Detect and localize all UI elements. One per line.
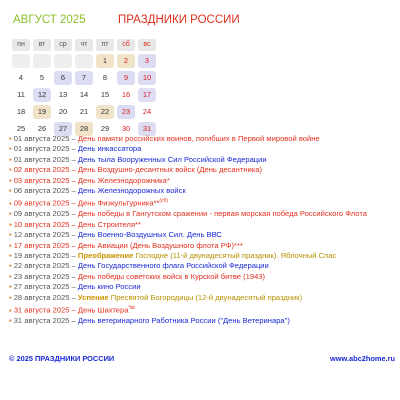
holiday-name[interactable]: День Железнодорожника* [77,175,170,185]
calendar-day[interactable]: 3 [138,54,156,68]
separator: – [69,240,78,250]
holiday-item [9,316,393,326]
bullet-icon: ▪ [9,240,12,250]
holiday-date: 10 августа 2025 [13,219,70,229]
weekday-header: чт [75,39,93,51]
bullet-icon: ▪ [9,198,12,208]
bullet-icon: ▪ [9,230,12,240]
holiday-name[interactable]: День Строителя** [77,219,141,229]
calendar-day[interactable]: 13 [58,90,68,99]
bullet-icon: ▪ [9,165,12,175]
holiday-name-bold[interactable]: Преображение [77,251,134,260]
bullet-icon: ▪ [9,282,12,292]
calendar-day[interactable]: 10 [138,71,156,85]
holiday-item [9,196,393,209]
holiday-item [9,134,393,144]
holiday-footnote: (сб) [159,198,169,205]
calendar-day[interactable]: 19 [33,105,51,119]
holiday-footnote: *вс [128,305,136,312]
calendar-empty-cell [12,54,30,68]
separator: – [69,134,78,143]
holiday-name[interactable]: День победы советских войск в Курской битве (1943) [77,271,266,281]
holiday-item [9,293,393,303]
separator: – [69,251,78,260]
holiday-date: 01 августа 2025 [13,134,70,143]
holiday-name[interactable]: День Государственного флага Российской Федерации [77,261,269,271]
holiday-date: 17 августа 2025 [13,240,70,250]
weekday-header: вс [138,39,156,51]
footer-site-link[interactable]: www.abc2home.ru [329,354,395,363]
calendar-day[interactable]: 25 [16,124,26,133]
separator: – [69,144,78,154]
calendar-day[interactable]: 30 [121,124,131,133]
holiday-name[interactable]: День Шахтера [77,305,129,315]
weekday-header: сб [117,39,135,51]
separator: – [69,305,78,315]
holiday-name-rest: Пресвятой Богородицы (12-й двунадесятый праздник) [108,292,303,302]
calendar-day[interactable]: 23 [117,105,135,119]
calendar-day[interactable]: 18 [16,107,26,116]
holiday-item [9,144,393,154]
holiday-date: 23 августа 2025 [13,271,70,281]
bullet-icon: ▪ [9,144,12,154]
page-title: ПРАЗДНИКИ РОССИИ [118,14,240,26]
holiday-date: 31 августа 2025 [13,315,70,325]
calendar-day[interactable]: 24 [142,107,152,116]
calendar-empty-cell [75,54,93,68]
month-heading: АВГУСТ 2025 [13,14,86,26]
holiday-date: 31 августа 2025 [13,305,70,315]
calendar-day[interactable]: 15 [100,90,110,99]
calendar-day[interactable]: 29 [100,124,110,133]
separator: – [69,165,78,175]
bullet-icon: ▪ [9,251,12,260]
bullet-icon: ▪ [9,315,12,325]
holiday-item [9,209,393,219]
holiday-name[interactable]: День Авиации (День Воздушного флота РФ)*** [77,240,243,250]
calendar-day[interactable]: 11 [17,90,25,99]
holiday-name[interactable]: День победы в Гангутском сражении - первая морская победа Российского Флота [77,209,367,219]
calendar-day[interactable]: 2 [117,54,135,68]
holiday-item [9,220,393,230]
separator: – [69,154,78,164]
calendar-day[interactable]: 20 [58,107,68,116]
events-list [9,134,393,326]
calendar-day[interactable]: 6 [54,71,72,85]
calendar-empty-cell [33,54,51,68]
holiday-name[interactable]: День Военно-Воздушных Сил. День ВВС [77,230,222,240]
separator: – [69,271,78,281]
bullet-icon: ▪ [9,186,12,196]
holiday-date: 03 августа 2025 [13,175,70,185]
weekday-header: ср [54,39,72,51]
calendar-day[interactable]: 31 [138,122,156,136]
separator: – [69,186,78,196]
calendar-day[interactable]: 1 [96,54,114,68]
holiday-name[interactable]: День Железнодорожных войск [77,186,186,196]
calendar-day[interactable]: 16 [121,90,131,99]
separator: – [69,315,78,325]
bullet-icon: ▪ [9,209,12,219]
separator: – [69,261,78,271]
bullet-icon: ▪ [9,305,12,315]
holiday-name[interactable]: День инкассатора [77,144,142,154]
bullet-icon: ▪ [9,154,12,164]
weekday-header: вт [33,39,51,51]
calendar-empty-cell [54,54,72,68]
holiday-date: 27 августа 2025 [13,282,70,292]
calendar-day[interactable]: 27 [54,122,72,136]
separator: – [69,282,78,292]
holiday-date: 09 августа 2025 [13,198,70,208]
bullet-icon: ▪ [9,219,12,229]
calendar-day[interactable]: 9 [117,71,135,85]
bullet-icon: ▪ [9,261,12,271]
holiday-item [9,272,393,282]
bullet-icon: ▪ [9,175,12,185]
holiday-name[interactable]: День Воздушно-десантных войск (День десантника) [77,165,263,175]
separator: – [69,198,78,208]
holiday-date: 12 августа 2025 [13,230,70,240]
holiday-item [9,155,393,165]
holiday-date: 02 августа 2025 [13,165,70,175]
separator: – [69,230,78,240]
holiday-name-rest: Господне (11-й двунадесятый праздник). Яблочный Спас [133,251,337,260]
calendar-day[interactable]: 12 [33,88,51,102]
calendar-day[interactable]: 28 [75,122,93,136]
calendar-day[interactable]: 26 [37,124,47,133]
holiday-item [9,282,393,292]
holiday-item [9,165,393,175]
holiday-item [9,241,393,251]
holiday-date: 28 августа 2025 [13,292,70,302]
holiday-item [9,261,393,271]
holiday-name[interactable]: День кино России [77,282,141,292]
calendar-day[interactable]: 4 [18,73,24,82]
calendar-day[interactable]: 14 [79,90,89,99]
calendar-day[interactable]: 21 [79,107,89,116]
weekday-header: пт [96,39,114,51]
bullet-icon: ▪ [9,134,12,143]
footer-copyright: © 2025 ПРАЗДНИКИ РОССИИ [9,354,115,363]
footer [9,354,395,363]
holiday-date: 22 августа 2025 [13,261,70,271]
holiday-name[interactable]: День Физкультурника** [77,198,160,208]
calendar-day[interactable]: 8 [102,73,108,82]
holiday-date: 09 августа 2025 [13,209,70,219]
holiday-name[interactable]: День тыла Вооруженных Сил Российской Федерации [77,154,267,164]
holiday-date: 19 августа 2025 [13,251,70,260]
holiday-item [9,303,393,316]
holiday-name-bold[interactable]: Успение [77,292,109,302]
holiday-date: 01 августа 2025 [13,144,70,154]
calendar-day[interactable]: 7 [75,71,93,85]
separator: – [69,292,78,302]
holiday-item [9,230,393,240]
holiday-item [9,176,393,186]
weekday-header: пн [12,39,30,51]
separator: – [69,219,78,229]
holiday-name[interactable]: День ветеринарного Работника России ("День Ветеринара") [77,315,290,325]
calendar-day[interactable]: 5 [39,73,45,82]
separator: – [69,175,78,185]
bullet-icon: ▪ [9,292,12,302]
holiday-item [9,251,393,261]
separator: – [69,209,78,219]
holiday-name[interactable]: День памяти российских воинов, погибших в Первой мировой войне [77,134,320,143]
bullet-icon: ▪ [9,271,12,281]
holiday-item [9,186,393,196]
holiday-date: 01 августа 2025 [13,154,70,164]
calendar-day[interactable]: 22 [96,105,114,119]
holiday-date: 06 августа 2025 [13,186,70,196]
calendar-grid [12,39,156,136]
calendar-day[interactable]: 17 [138,88,156,102]
